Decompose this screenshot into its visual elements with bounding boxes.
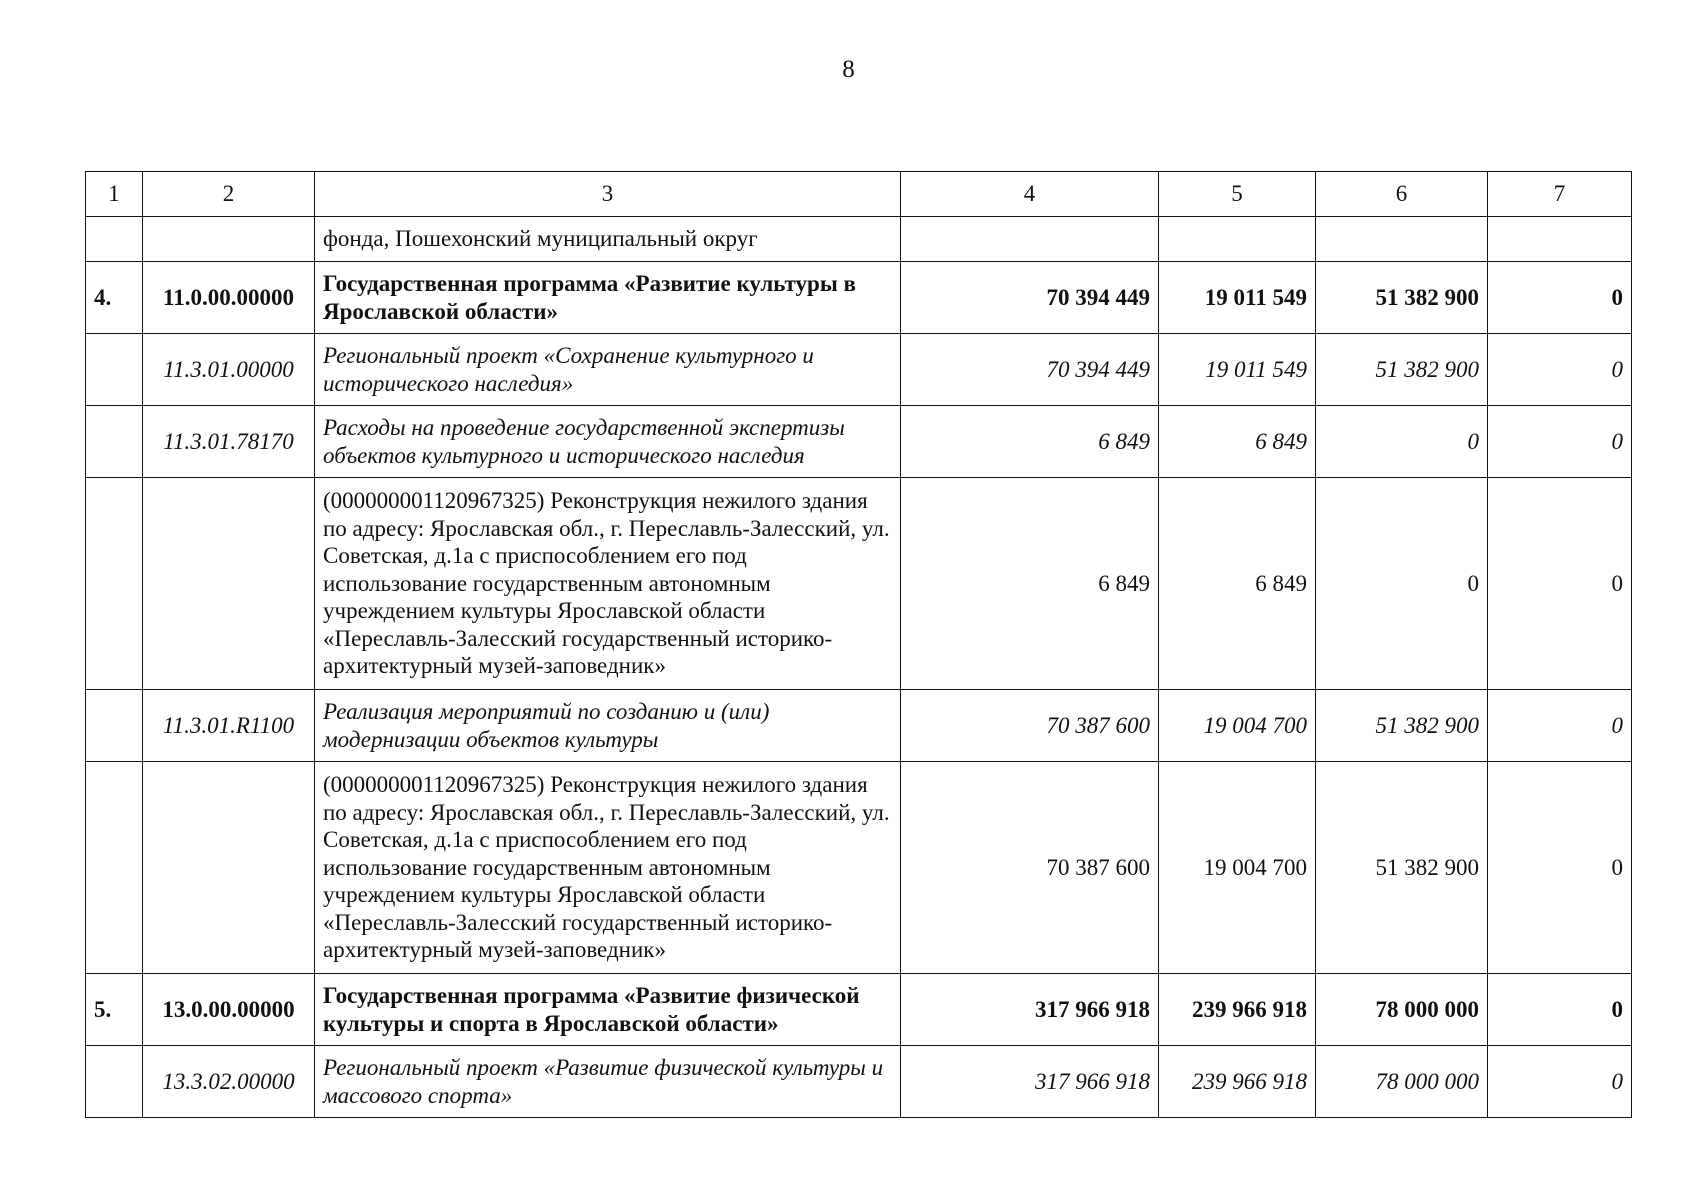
name-cell: Расходы на проведение государственной экспертизы объектов культурного и исторического наследия	[315, 406, 901, 478]
value-cell-4: 317 966 918	[901, 974, 1159, 1046]
code-cell: 11.3.01.00000	[143, 334, 315, 406]
name-cell: фонда, Пошехонский муниципальный округ	[315, 217, 901, 262]
value-cell-6: 51 382 900	[1316, 762, 1488, 974]
row-number-cell	[86, 690, 143, 762]
table-row	[86, 974, 1632, 1046]
value-cell-5: 6 849	[1159, 406, 1316, 478]
value-cell-4: 6 849	[901, 406, 1159, 478]
value-cell-4: 70 387 600	[901, 690, 1159, 762]
value-cell-6: 51 382 900	[1316, 334, 1488, 406]
name-cell: (000000001120967325) Реконструкция нежилого здания по адресу: Ярославская обл., г. Переславль-Залесский, ул. Советская, д.1а с приспособлением его под использование государственным автономным учреждением культуры Ярославской области «Переславль-Залесский государственный историко-архитектурный музей-заповедник»	[315, 478, 901, 690]
code-cell: 13.0.00.00000	[143, 974, 315, 1046]
value-cell-6: 78 000 000	[1316, 974, 1488, 1046]
value-cell-4: 70 394 449	[901, 334, 1159, 406]
value-cell-5: 239 966 918	[1159, 974, 1316, 1046]
value-cell-7: 0	[1488, 1046, 1632, 1118]
value-cell-5: 19 011 549	[1159, 262, 1316, 334]
value-cell-7: 0	[1488, 690, 1632, 762]
page-number: 8	[842, 56, 855, 83]
value-cell-5: 19 011 549	[1159, 334, 1316, 406]
name-cell: Государственная программа «Развитие культуры в Ярославской области»	[315, 262, 901, 334]
value-cell-6	[1316, 217, 1488, 262]
value-cell-5	[1159, 217, 1316, 262]
row-number-cell: 5.	[86, 974, 143, 1046]
code-cell	[143, 478, 315, 690]
value-cell-7: 0	[1488, 478, 1632, 690]
table-row	[86, 217, 1632, 262]
value-cell-7	[1488, 217, 1632, 262]
name-cell: Реализация мероприятий по созданию и (или) модернизации объектов культуры	[315, 690, 901, 762]
row-number-cell	[86, 217, 143, 262]
table-row	[86, 762, 1632, 974]
value-cell-6: 0	[1316, 406, 1488, 478]
code-cell: 11.3.01.78170	[143, 406, 315, 478]
column-number-row	[86, 172, 1632, 217]
name-cell: (000000001120967325) Реконструкция нежилого здания по адресу: Ярославская обл., г. Переславль-Залесский, ул. Советская, д.1а с приспособлением его под использование государственным автономным учреждением культуры Ярославской области «Переславль-Залесский государственный историко-архитектурный музей-заповедник»	[315, 762, 901, 974]
row-number-cell	[86, 762, 143, 974]
table-row	[86, 690, 1632, 762]
value-cell-6: 51 382 900	[1316, 690, 1488, 762]
code-cell	[143, 762, 315, 974]
value-cell-6: 78 000 000	[1316, 1046, 1488, 1118]
value-cell-7: 0	[1488, 262, 1632, 334]
value-cell-5: 19 004 700	[1159, 762, 1316, 974]
code-cell: 11.0.00.00000	[143, 262, 315, 334]
budget-table	[85, 171, 1632, 1118]
value-cell-5: 19 004 700	[1159, 690, 1316, 762]
code-cell: 13.3.02.00000	[143, 1046, 315, 1118]
table-row	[86, 1046, 1632, 1118]
code-cell	[143, 217, 315, 262]
name-cell: Региональный проект «Развитие физической культуры и массового спорта»	[315, 1046, 901, 1118]
value-cell-4	[901, 217, 1159, 262]
row-number-cell	[86, 478, 143, 690]
table-row	[86, 262, 1632, 334]
value-cell-4: 6 849	[901, 478, 1159, 690]
value-cell-5: 6 849	[1159, 478, 1316, 690]
value-cell-7: 0	[1488, 974, 1632, 1046]
row-number-cell: 4.	[86, 262, 143, 334]
value-cell-4: 317 966 918	[901, 1046, 1159, 1118]
value-cell-6: 0	[1316, 478, 1488, 690]
column-header: 2	[143, 172, 315, 217]
column-header: 3	[315, 172, 901, 217]
value-cell-5: 239 966 918	[1159, 1046, 1316, 1118]
column-header: 7	[1488, 172, 1632, 217]
value-cell-6: 51 382 900	[1316, 262, 1488, 334]
code-cell: 11.3.01.R1100	[143, 690, 315, 762]
table-row	[86, 478, 1632, 690]
value-cell-4: 70 394 449	[901, 262, 1159, 334]
row-number-cell	[86, 1046, 143, 1118]
column-header: 1	[86, 172, 143, 217]
table-row	[86, 334, 1632, 406]
row-number-cell	[86, 334, 143, 406]
name-cell: Региональный проект «Сохранение культурного и исторического наследия»	[315, 334, 901, 406]
column-header: 6	[1316, 172, 1488, 217]
column-header: 4	[901, 172, 1159, 217]
column-header: 5	[1159, 172, 1316, 217]
value-cell-7: 0	[1488, 334, 1632, 406]
row-number-cell	[86, 406, 143, 478]
value-cell-4: 70 387 600	[901, 762, 1159, 974]
name-cell: Государственная программа «Развитие физической культуры и спорта в Ярославской области»	[315, 974, 901, 1046]
value-cell-7: 0	[1488, 762, 1632, 974]
value-cell-7: 0	[1488, 406, 1632, 478]
table-row	[86, 406, 1632, 478]
